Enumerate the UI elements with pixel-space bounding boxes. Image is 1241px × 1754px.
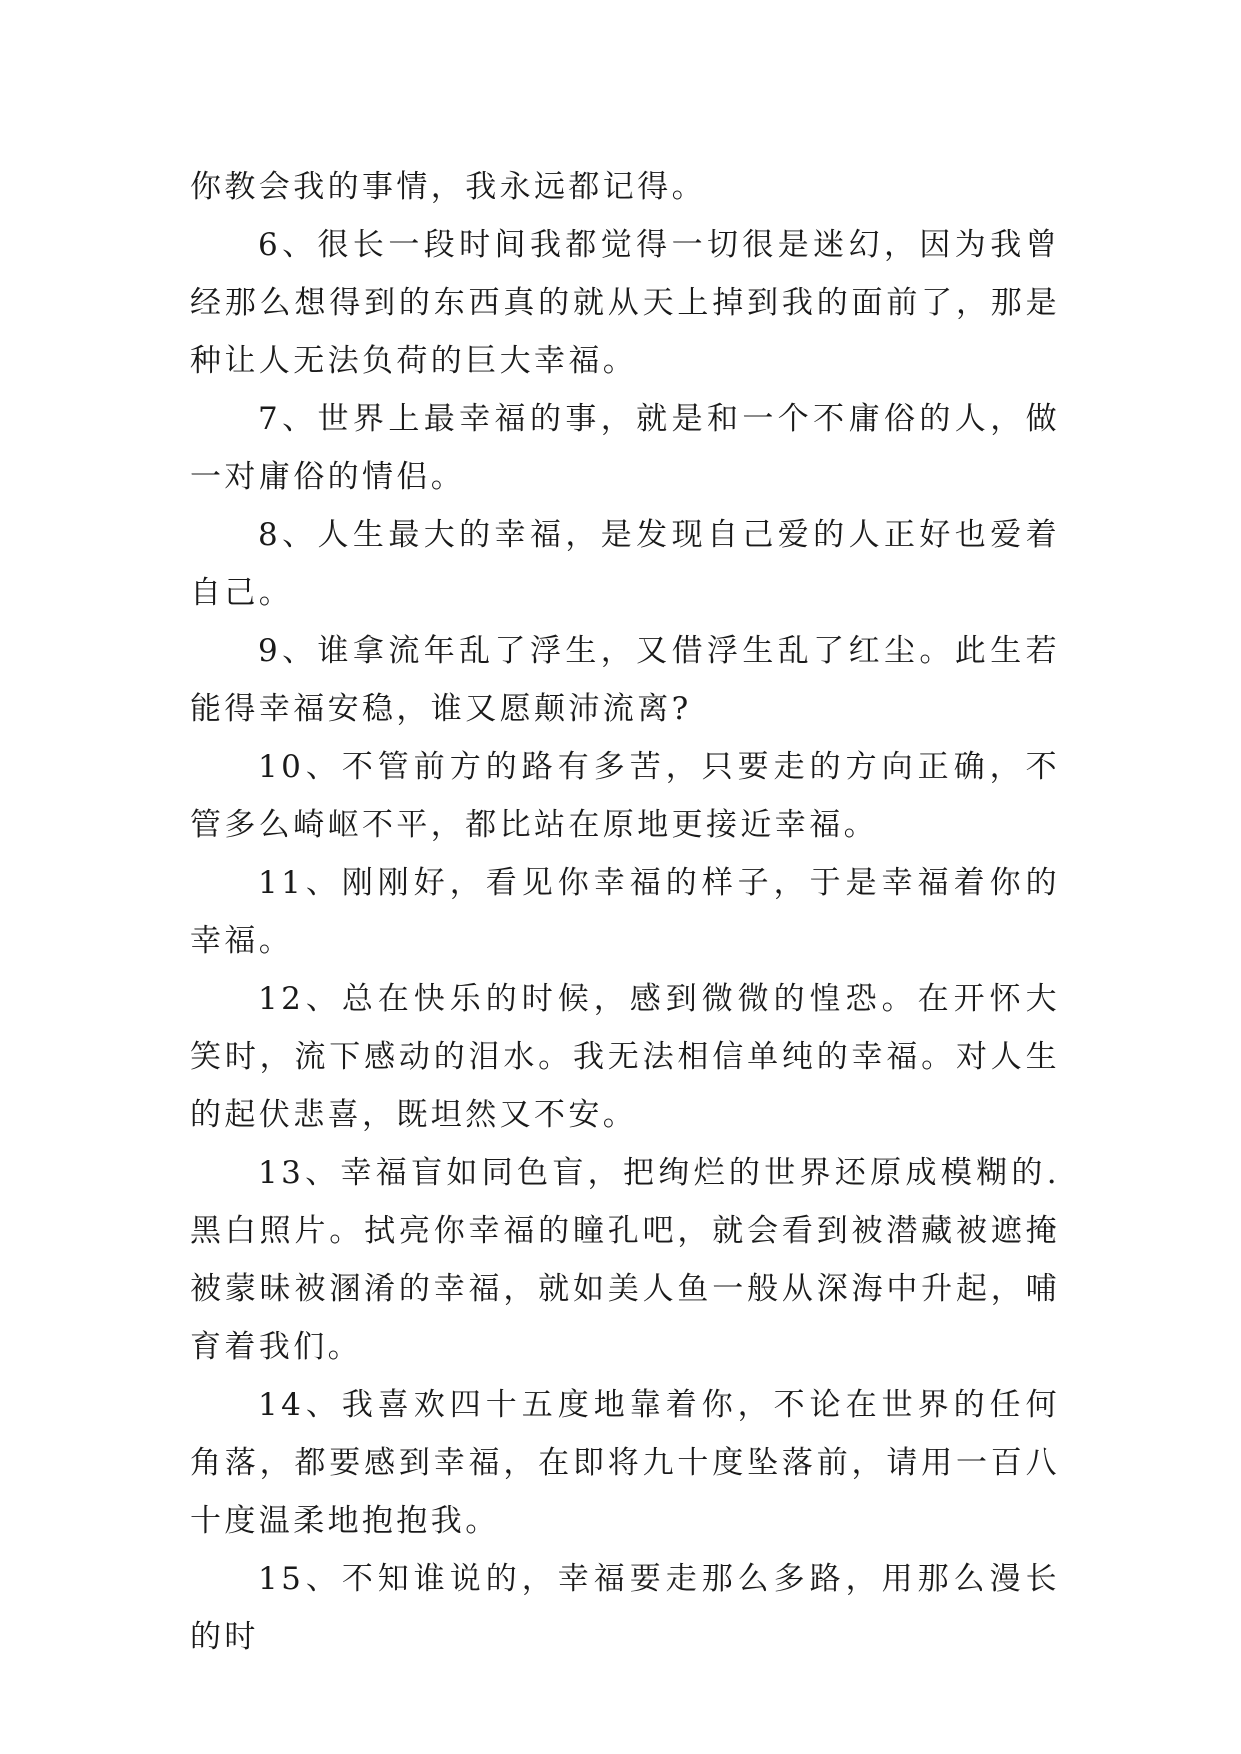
paragraph-12: 12、总在快乐的时候，感到微微的惶恐。在开怀大笑时，流下感动的泪水。我无法相信单纯的幸福。对人生的起伏悲喜，既坦然又不安。	[190, 981, 1060, 1133]
paragraph-8: 8、人生最大的幸福，是发现自己爱的人正好也爱着自己。	[190, 517, 1060, 611]
paragraph-6: 6、很长一段时间我都觉得一切很是迷幻，因为我曾经那么想得到的东西真的就从天上掉到我的面前了，那是种让人无法负荷的巨大幸福。	[190, 227, 1060, 379]
paragraph-15: 15、不知谁说的，幸福要走那么多路，用那么漫长的时	[190, 1561, 1060, 1655]
paragraph-13: 13、幸福盲如同色盲，把绚烂的世界还原成模糊的.黑白照片。拭亮你幸福的瞳孔吧，就会看到被潜藏被遮掩被蒙昧被溷淆的幸福，就如美人鱼一般从深海中升起，哺育着我们。	[190, 1155, 1060, 1365]
paragraph-9: 9、谁拿流年乱了浮生，又借浮生乱了红尘。此生若能得幸福安稳，谁又愿颠沛流离?	[190, 633, 1060, 727]
document-body	[190, 158, 1060, 1666]
paragraph-7: 7、世界上最幸福的事，就是和一个不庸俗的人，做一对庸俗的情侣。	[190, 401, 1060, 495]
paragraph-intro: 你教会我的事情，我永远都记得。	[190, 169, 706, 205]
paragraph-14: 14、我喜欢四十五度地靠着你，不论在世界的任何角落，都要感到幸福，在即将九十度坠落前，请用一百八十度温柔地抱抱我。	[190, 1387, 1060, 1539]
paragraph-11: 11、刚刚好，看见你幸福的样子，于是幸福着你的幸福。	[190, 865, 1060, 959]
paragraph-10: 10、不管前方的路有多苦，只要走的方向正确，不管多么崎岖不平，都比站在原地更接近幸福。	[190, 749, 1060, 843]
